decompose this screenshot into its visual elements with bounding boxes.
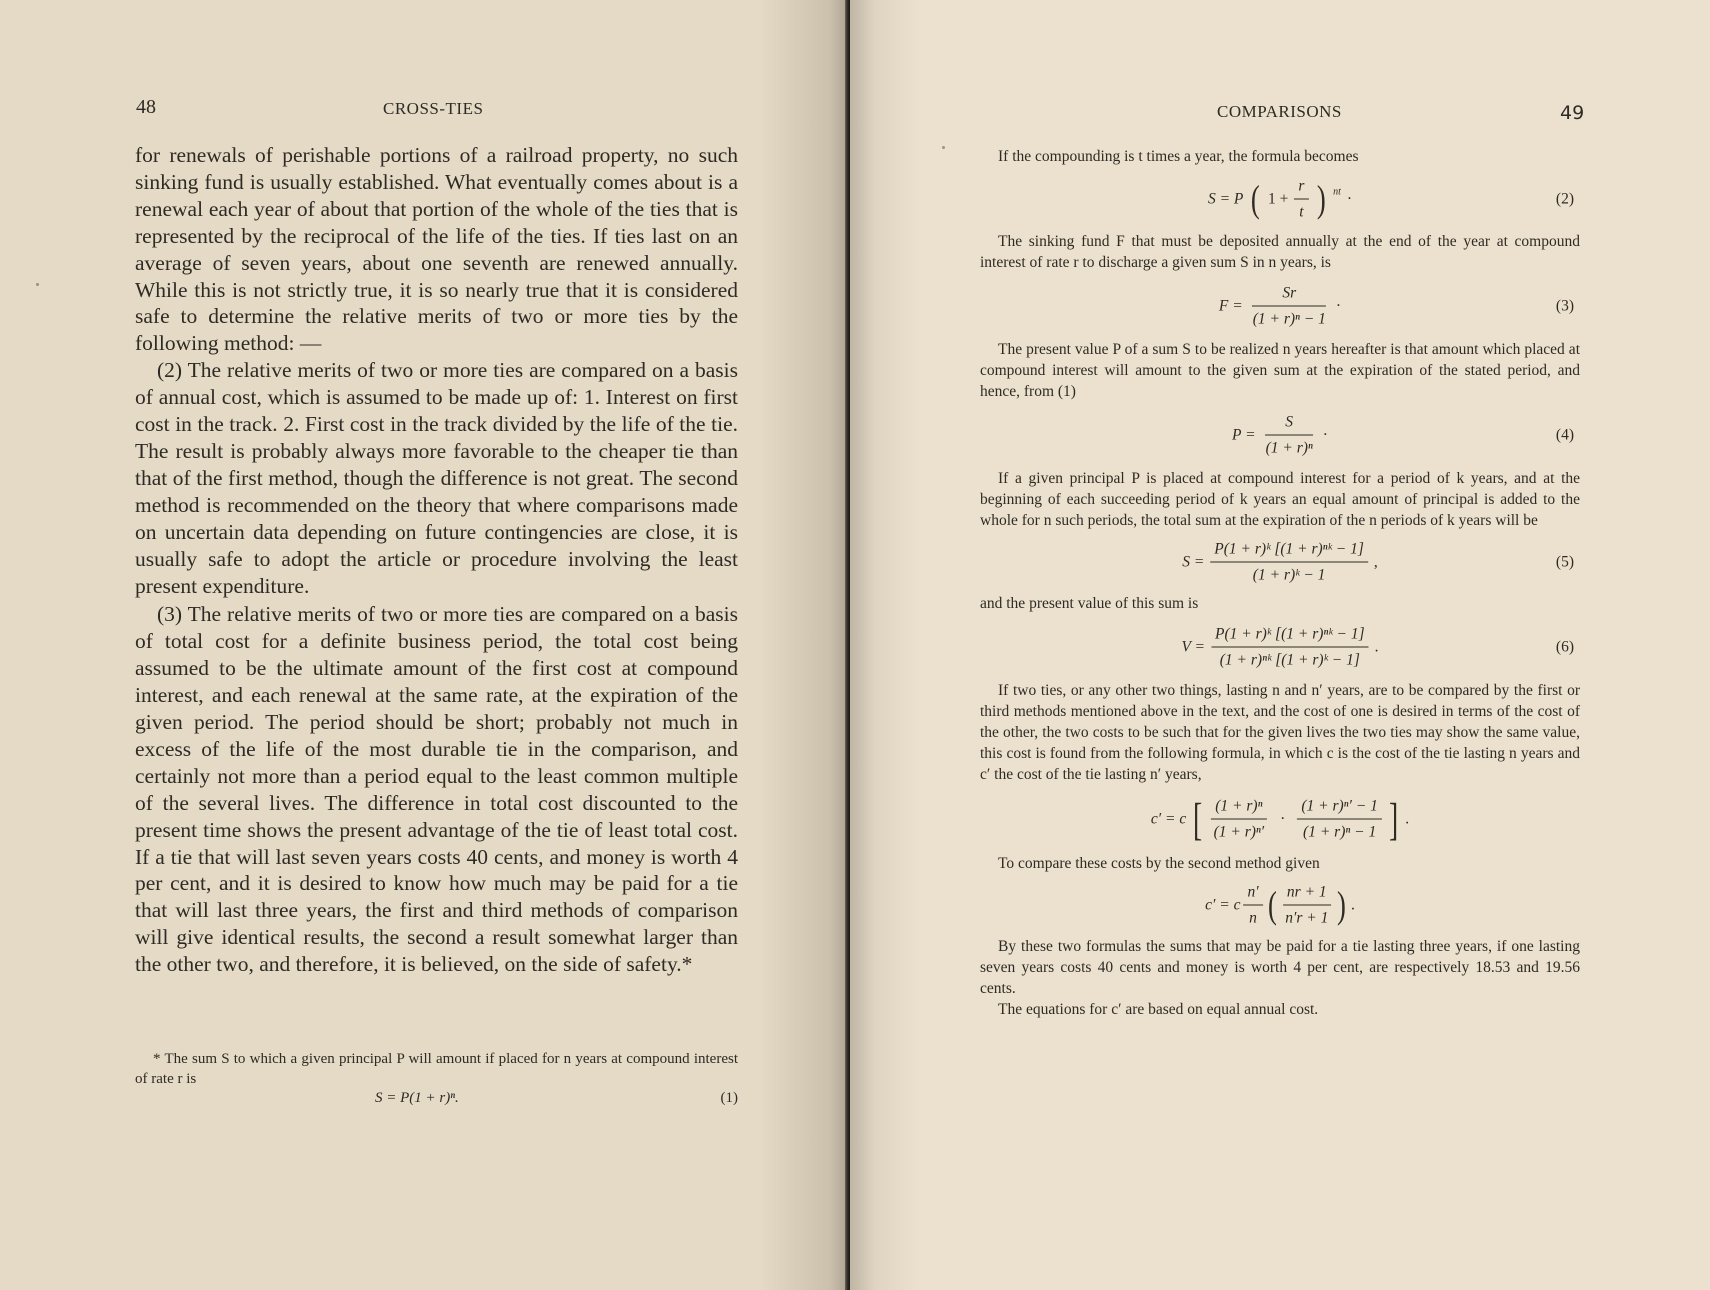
paragraph-method-2: (2) The relative merits of two or more ties are compared on a basis of annual cost, which is assumed to be made up of: 1. Interest on first cost in the track. 2. First cost in the track divided by the life of the tie. The result is probably always more favorable to the cheaper tie than that of the first method, though the difference is not great. The second method is recommended on the theory that where comparisons made on uncertain data depending on future contingencies are close, it is usually safe to adopt the article or procedure involving the least present expenditure.	[135, 358, 738, 598]
running-head-left: CROSS-TIES	[383, 99, 484, 118]
paragraph-compounding: If the compounding is t times a year, the formula becomes	[998, 148, 1359, 165]
fraction-numerator: Sr	[1252, 283, 1326, 307]
fraction-numerator: P(1 + r)ᵏ [(1 + r)ⁿᵏ − 1]	[1210, 539, 1368, 563]
equation-6-number: (6)	[1555, 638, 1574, 656]
equation-5-fraction	[1210, 539, 1368, 586]
fraction-numerator: r	[1294, 176, 1308, 200]
equation-2: S = P ( 1 + $\frac{r}{t}$ ) $^{nt}$ · (2)	[1207, 177, 1574, 221]
fraction-denominator: (1 + r)ⁿ	[1265, 439, 1313, 457]
paragraph-present-value-sum: and the present value of this sum is	[980, 595, 1199, 612]
equation-1-number: (1)	[720, 1090, 738, 1106]
equation-4-lhs: P =	[1232, 426, 1256, 444]
paragraph-two-ties: If two ties, or any other two things, lasting n and n′ years, are to be compared by the first or third methods mentioned above in the text, and the cost of one is desired in terms of the cost of the other, the two costs to be such that for the given lives the two ties may show the same value, this cost is found from the following formula, in which c is the cost of the tie lasting n years and c′ the cost of the tie lasting n′ years,	[980, 682, 1580, 783]
paragraph-method-3: (3) The relative merits of two or more ties are compared on a basis of total cost for a definite business period, the total cost being assumed to be the ultimate amount of the first cost at compound interest, and each renewal at the same rate, at the expiration of the given period. The period should be short; probably not much in excess of the life of the most durable tie in the comparison, and certainly not more than a period equal to the least common multiple of the several lives. The difference in total cost discounted to the present time shows the present advantage of the tie of least total cost. If a tie that will last seven years costs 40 cents, and money is worth 4 per cent, and it is desired to know how much may be paid for a tie that will last three years, the first and third methods of comparison will give identical results, the second a result somewhat larger than the other two, and therefore, it is believed, on the side of safety.*	[135, 602, 738, 977]
equation-1	[135, 1089, 738, 1115]
left-paren-icon: (	[1267, 884, 1277, 926]
fraction-denominator: t	[1299, 203, 1304, 221]
equation-5-number: (5)	[1555, 553, 1574, 571]
equation-8-fraction	[1281, 882, 1332, 929]
left-body-text	[135, 142, 738, 978]
footnote	[135, 1050, 738, 1115]
equation-8-lhs: c′ = c	[1205, 896, 1241, 914]
paper-speck	[942, 146, 945, 149]
fraction-denominator: (1 + r)ⁿ − 1	[1303, 823, 1377, 841]
equation-7-fraction-2	[1297, 796, 1382, 843]
paragraph-present-value: The present value P of a sum S to be realized n years hereafter is that amount which placed at compound interest will amount to the given sum at the expiration of the stated period, and hence, from (1)	[980, 341, 1580, 400]
equation-3-number: (3)	[1555, 297, 1574, 315]
fraction-numerator: S	[1265, 412, 1313, 436]
fraction-numerator: (1 + r)ⁿ	[1211, 796, 1266, 820]
equation-6: V = $\frac{\text{P(1 + r)ᵏ [(1 + r)ⁿᵏ − 1]}}{\text{(1 + r)ⁿᵏ [(1 + r)ᵏ − 1]}}$ . (6)	[1181, 625, 1574, 669]
left-bracket-icon: [	[1193, 793, 1203, 844]
equation-8: c′ = c $\frac{n'}{n}$ ( $\frac{nr + 1}{n'r + 1}$ ) .	[1205, 883, 1355, 927]
fraction-numerator: n′	[1243, 882, 1262, 906]
equation-7-fraction-1	[1210, 796, 1269, 843]
paragraph-principal-periods: If a given principal P is placed at compound interest for a period of k years, and at the beginning of each succeeding period of k years an equal amount of principal is added to the whole for n such periods, the total sum at the expiration of the n periods of k years will be	[980, 470, 1580, 529]
equation-3: F = $\frac{Sr}{\text{(1 + r)ⁿ − 1}}$ · (3)	[1218, 284, 1574, 328]
equation-6-fraction	[1211, 624, 1369, 671]
equation-8-ratio	[1243, 882, 1262, 929]
page-number-right: 49	[1560, 102, 1585, 124]
paragraph-second-method: To compare these costs by the second method given	[998, 855, 1320, 872]
equation-4-number: (4)	[1555, 426, 1574, 444]
paragraph-results: By these two formulas the sums that may be paid for a tie lasting three years, if one lasting seven years costs 40 cents and money is worth 4 per cent, are respectively 18.53 and 19.56 cents.	[980, 938, 1580, 997]
equation-3-lhs: F =	[1218, 297, 1243, 315]
fraction-denominator: (1 + r)ⁿᵏ [(1 + r)ᵏ − 1]	[1219, 651, 1360, 669]
equation-7: c′ = c [ $\frac{\text{(1 + r)ⁿ}}{\text{(1 + r)ⁿ′}}$ · $\frac{\text{(1 + r)ⁿ′ − 1}}{\text{(1 + r)ⁿ − 1}}$ ] .	[1150, 793, 1410, 844]
equation-2-inner: 1 +	[1268, 190, 1289, 208]
equation-1-formula: S = P(1 + r)ⁿ.	[375, 1090, 459, 1106]
equation-7-lhs: c′ = c	[1150, 810, 1187, 828]
fraction-denominator: (1 + r)ⁿ′	[1213, 823, 1265, 841]
equation-2-fraction	[1294, 176, 1308, 223]
equation-6-lhs: V =	[1181, 638, 1206, 656]
running-head-right: COMPARISONS	[1217, 102, 1342, 121]
fraction-denominator: (1 + r)ᵏ − 1	[1252, 566, 1326, 584]
fraction-denominator: n′r + 1	[1285, 909, 1329, 927]
fraction-numerator: (1 + r)ⁿ′ − 1	[1297, 796, 1382, 820]
equation-5-lhs: S =	[1182, 553, 1205, 571]
paragraph-continuation: for renewals of perishable portions of a railroad property, no such sinking fund is usually established. What eventually comes about is a renewal each year of about that portion of the whole of the ties that is represented by the reciprocal of the life of the ties. If ties last on an average of seven years, about one seventh are renewed annually. While this is not strictly true, it is so nearly true that it is considered safe to determine the relative merits of two or more ties by the following method: —	[135, 143, 738, 356]
equation-4: P = $\frac{S}{\text{(1 + r)ⁿ}}$ · (4)	[1232, 413, 1574, 457]
paragraph-equal-annual-cost: The equations for c′ are based on equal annual cost.	[998, 1001, 1319, 1018]
left-page	[0, 0, 850, 1290]
equation-2-exponent: nt	[1333, 186, 1341, 198]
right-body-text	[980, 146, 1580, 1020]
right-paren-icon: )	[1337, 884, 1347, 926]
footnote-text: * The sum S to which a given principal P will amount if placed for n years at compound interest of rate r is	[135, 1051, 738, 1087]
right-bracket-icon: ]	[1388, 793, 1399, 844]
page-number-left: 48	[136, 96, 156, 118]
fraction-denominator: (1 + r)ⁿ − 1	[1252, 310, 1326, 328]
fraction-numerator: nr + 1	[1283, 882, 1331, 906]
equation-3-fraction	[1249, 283, 1330, 330]
paragraph-sinking-fund: The sinking fund F that must be deposited annually at the end of the year at compound interest of rate r to discharge a given sum S in n years, is	[980, 233, 1580, 271]
paper-speck	[36, 283, 39, 286]
equation-5: S = $\frac{\text{P(1 + r)ᵏ [(1 + r)ⁿᵏ − 1]}}{\text{(1 + r)ᵏ − 1}}$ , (5)	[1182, 540, 1574, 584]
equation-4-fraction	[1262, 412, 1317, 459]
fraction-denominator: n	[1249, 909, 1257, 927]
equation-2-lhs: S = P	[1207, 190, 1244, 208]
right-paren-icon: )	[1316, 178, 1326, 220]
fraction-numerator: P(1 + r)ᵏ [(1 + r)ⁿᵏ − 1]	[1211, 624, 1369, 648]
equation-2-number: (2)	[1555, 190, 1574, 208]
left-paren-icon: (	[1251, 178, 1261, 220]
